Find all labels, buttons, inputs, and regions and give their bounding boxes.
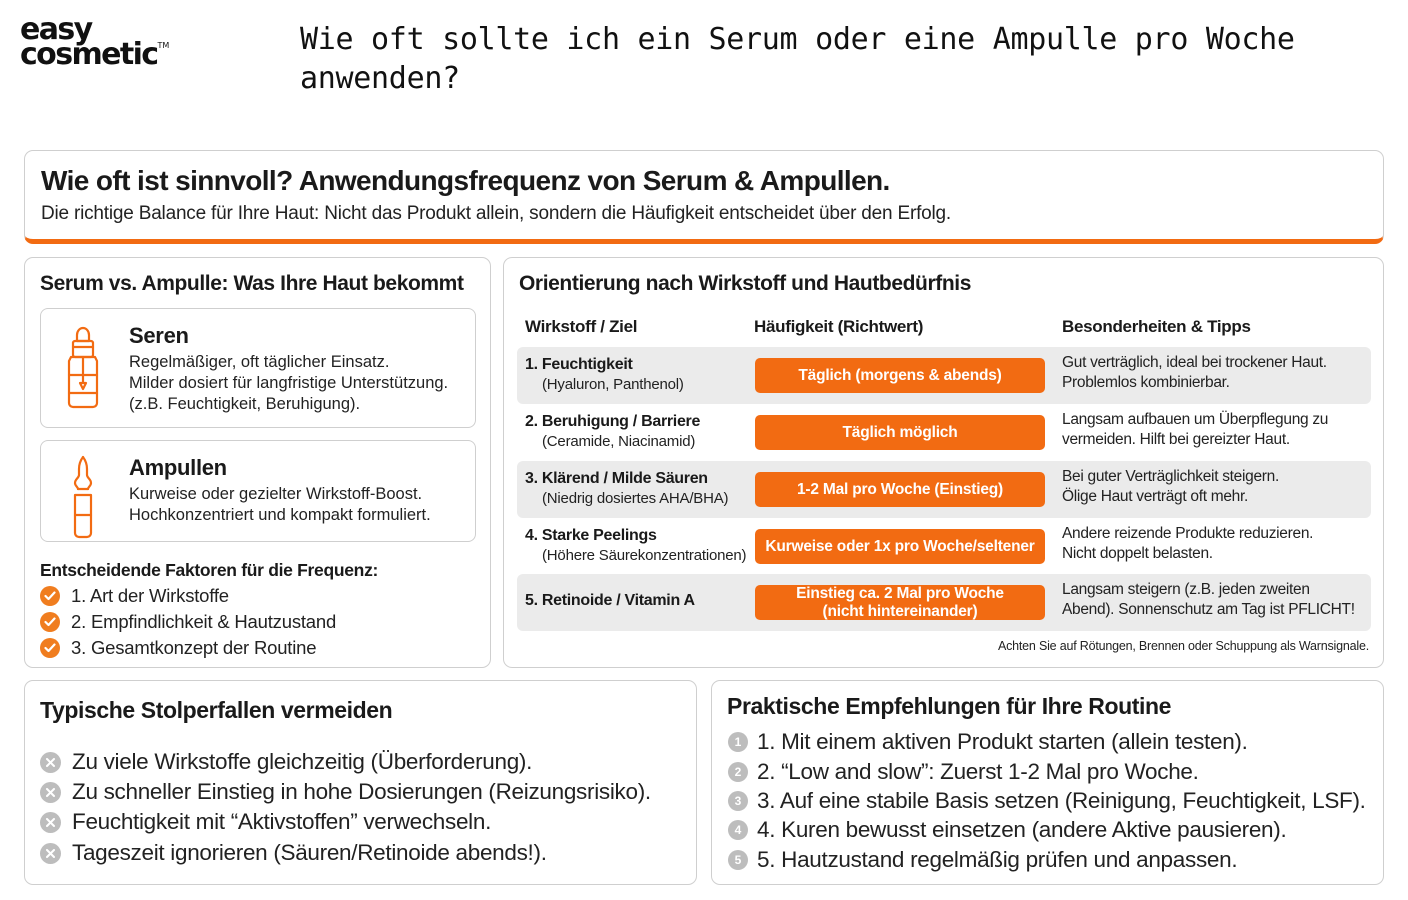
logo-line-cosmetic — [20, 36, 180, 72]
section-title: Typische Stolperfallen vermeiden — [40, 697, 393, 723]
logo-word: cosmetic — [20, 36, 158, 72]
tip-line: Bei guter Verträglichkeit steigern. — [1062, 468, 1279, 485]
table-row — [517, 518, 1371, 575]
tip-line: Problemlos kombinierbar. — [1062, 374, 1230, 391]
hero-title: Wie oft ist sinnvoll? Anwendungsfrequenz von Serum & Ampullen. — [41, 165, 890, 196]
recommendation-label: 4. Kuren bewusst einsetzen (andere Aktive pausieren). — [757, 817, 1287, 842]
check-icon — [40, 586, 60, 606]
table-row — [517, 347, 1371, 404]
x-circle-icon — [40, 782, 61, 803]
row-sub: (Höhere Säurekonzentrationen) — [542, 547, 747, 564]
frequency-label: Täglich (morgens & abends) — [798, 366, 1002, 384]
row-tip — [1062, 580, 1374, 620]
logo-trademark: TM — [157, 40, 170, 50]
number-badge-icon: 2 — [728, 762, 748, 782]
pitfall-item — [40, 808, 491, 836]
recommendation-label: 2. “Low and slow”: Zuerst 1-2 Mal pro Woche. — [757, 759, 1199, 784]
pitfall-item — [40, 839, 547, 867]
warning-note: Achten Sie auf Rötungen, Brennen oder Schuppung als Warnsignale. — [997, 639, 1369, 653]
ampullen-description — [129, 484, 431, 526]
pitfall-label: Tageszeit ignorieren (Säuren/Retinoide abends!). — [72, 840, 547, 865]
ampullen-box — [40, 440, 476, 542]
tip-line: Nicht doppelt belasten. — [1062, 545, 1213, 562]
hero-card — [24, 150, 1384, 244]
tip-line: Andere reizende Produkte reduzieren. — [1062, 525, 1314, 542]
seren-line: (z.B. Feuchtigkeit, Beruhigung). — [129, 395, 361, 413]
ampullen-title: Ampullen — [129, 455, 227, 480]
row-name: 5. Retinoide / Vitamin A — [525, 592, 695, 609]
seren-description — [129, 352, 448, 415]
tip-line: vermeiden. Hilft bei gereizter Haut. — [1062, 431, 1290, 448]
recommendation-item — [728, 728, 1248, 756]
ampullen-line: Hochkonzentriert und kompakt formuliert. — [129, 506, 431, 524]
tip-line: Langsam aufbauen um Überpflegung zu — [1062, 411, 1329, 428]
seren-line: Regelmäßiger, oft täglicher Einsatz. — [129, 353, 390, 371]
pitfall-item — [40, 748, 532, 776]
recommendation-item — [728, 846, 1237, 874]
tip-line: Ölige Haut verträgt oft mehr. — [1062, 488, 1248, 505]
row-tip — [1062, 524, 1374, 564]
recommendation-label: 1. Mit einem aktiven Produkt starten (allein testen). — [757, 729, 1248, 754]
row-tip — [1062, 410, 1374, 450]
tip-line: Langsam steigern (z.B. jeden zweiten — [1062, 581, 1310, 598]
frequency-label: Einstieg ca. 2 Mal pro Woche — [796, 584, 1004, 602]
recommendation-label: 5. Hautzustand regelmäßig prüfen und anpassen. — [757, 847, 1238, 872]
frequency-pill — [755, 529, 1045, 564]
recommendation-item — [728, 787, 1366, 815]
ampullen-line: Kurweise oder gezielter Wirkstoff-Boost. — [129, 485, 423, 503]
row-name: 3. Klärend / Milde Säuren — [525, 470, 708, 487]
tip-line: Abend). Sonnenschutz am Tag ist PFLICHT! — [1062, 601, 1355, 618]
row-tip — [1062, 467, 1374, 507]
logo-line-easy: easy — [20, 12, 92, 47]
row-tip — [1062, 353, 1374, 393]
factor-item — [40, 636, 316, 660]
factor-label: 2. Empfindlichkeit & Hautzustand — [71, 611, 337, 632]
recommendation-item — [728, 758, 1199, 786]
factor-item — [40, 610, 336, 634]
row-sub: (Ceramide, Niacinamid) — [542, 433, 696, 450]
page-title: Wie oft sollte ich ein Serum oder eine Ampulle pro Woche anwenden? — [300, 22, 1295, 96]
factor-label: 1. Art der Wirkstoffe — [71, 585, 229, 606]
dropper-bottle-icon — [63, 323, 103, 416]
section-title: Orientierung nach Wirkstoff und Hautbedürfnis — [519, 272, 971, 295]
check-icon — [40, 638, 60, 658]
table-row — [517, 461, 1371, 518]
number-badge-icon: 3 — [728, 791, 748, 811]
frequency-pill — [755, 415, 1045, 450]
factors-title: Entscheidende Faktoren für die Frequenz: — [40, 560, 379, 580]
column-header-haeufigkeit: Häufigkeit (Richtwert) — [754, 317, 924, 336]
row-name: 4. Starke Peelings — [525, 527, 657, 544]
number-badge-icon: 5 — [728, 850, 748, 870]
table-row — [517, 404, 1371, 461]
x-circle-icon — [40, 812, 61, 833]
number-badge-icon: 4 — [728, 820, 748, 840]
row-name: 1. Feuchtigkeit — [525, 356, 633, 373]
frequency-table-card — [503, 257, 1384, 668]
recommendations-card — [711, 680, 1384, 885]
number-badge-icon: 1 — [728, 732, 748, 752]
brand-logo — [20, 12, 180, 72]
frequency-label: (nicht hintereinander) — [822, 602, 978, 620]
row-sub: (Niedrig dosiertes AHA/BHA) — [542, 490, 729, 507]
frequency-pill — [755, 585, 1045, 620]
pitfalls-card — [24, 680, 697, 885]
recommendation-label: 3. Auf eine stabile Basis setzen (Reinigung, Feuchtigkeit, LSF). — [757, 788, 1366, 813]
x-circle-icon — [40, 752, 61, 773]
factor-item — [40, 584, 229, 608]
seren-title: Seren — [129, 323, 189, 348]
x-circle-icon — [40, 843, 61, 864]
ampoule-icon — [63, 455, 103, 544]
recommendation-item — [728, 816, 1286, 844]
serum-vs-ampulle-card — [24, 257, 491, 668]
pitfall-label: Zu viele Wirkstoffe gleichzeitig (Überforderung). — [72, 749, 533, 774]
column-header-tipps: Besonderheiten & Tipps — [1062, 317, 1251, 336]
frequency-pill — [755, 358, 1045, 393]
frequency-pill — [755, 472, 1045, 507]
row-sub: (Hyaluron, Panthenol) — [542, 376, 684, 393]
table-row — [517, 574, 1371, 631]
frequency-label: Täglich möglich — [842, 423, 958, 441]
section-title: Serum vs. Ampulle: Was Ihre Haut bekommt — [40, 272, 464, 295]
check-icon — [40, 612, 60, 632]
tip-line: Gut verträglich, ideal bei trockener Haut. — [1062, 354, 1327, 371]
section-title: Praktische Empfehlungen für Ihre Routine — [727, 693, 1172, 719]
hero-subtitle: Die richtige Balance für Ihre Haut: Nicht das Produkt allein, sondern die Häufigkeit entscheidet über den Erfolg. — [41, 203, 951, 224]
column-header-wirkstoff: Wirkstoff / Ziel — [525, 317, 638, 336]
seren-box — [40, 308, 476, 428]
pitfall-label: Feuchtigkeit mit “Aktivstoffen” verwechseln. — [72, 809, 492, 834]
factor-label: 3. Gesamtkonzept der Routine — [71, 637, 317, 658]
pitfall-item — [40, 778, 651, 806]
pitfall-label: Zu schneller Einstieg in hohe Dosierungen (Reizungsrisiko). — [72, 779, 651, 804]
frequency-label: Kurweise oder 1x pro Woche/seltener — [765, 537, 1035, 555]
row-name: 2. Beruhigung / Barriere — [525, 413, 701, 430]
frequency-label: 1-2 Mal pro Woche (Einstieg) — [797, 480, 1003, 498]
seren-line: Milder dosiert für langfristige Unterstützung. — [129, 374, 449, 392]
